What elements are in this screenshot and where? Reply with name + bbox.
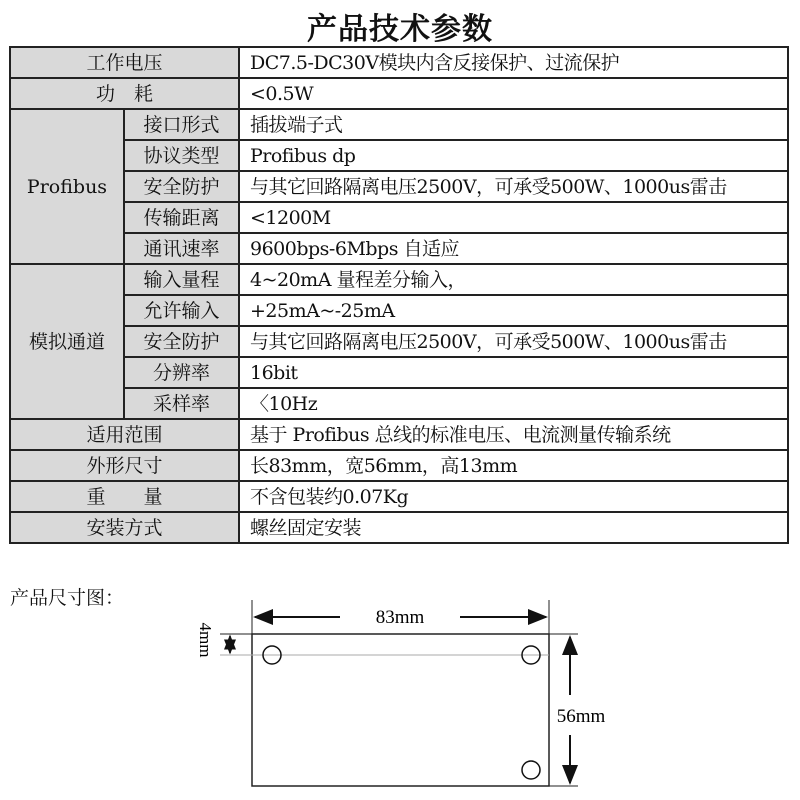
diagram-caption: 产品尺寸图： bbox=[10, 587, 125, 609]
row-label: 功 耗 bbox=[10, 78, 239, 109]
width-label: 83mm bbox=[375, 607, 425, 628]
row-label: 允许输入 bbox=[124, 295, 239, 326]
row-value: 16bit bbox=[239, 357, 788, 388]
row-value: Profibus dp bbox=[239, 140, 788, 171]
row-label: 分辨率 bbox=[124, 357, 239, 388]
group-label: Profibus bbox=[10, 109, 124, 264]
row-label: 适用范围 bbox=[10, 419, 239, 450]
row-label: 安装方式 bbox=[10, 512, 239, 543]
row-value: 不含包装约0.07Kg bbox=[239, 481, 788, 512]
row-value: 基于 Profibus 总线的标准电压、电流测量传输系统 bbox=[239, 419, 788, 450]
row-label: 传输距离 bbox=[124, 202, 239, 233]
hole-offset-label: 4mm bbox=[196, 622, 215, 658]
row-value: 长83mm，宽56mm，高13mm bbox=[239, 450, 788, 481]
row-value: +25mA~-25mA bbox=[239, 295, 788, 326]
row-value: <0.5W bbox=[239, 78, 788, 109]
row-label: 安全防护 bbox=[124, 326, 239, 357]
row-label: 协议类型 bbox=[124, 140, 239, 171]
row-label: 通讯速率 bbox=[124, 233, 239, 264]
row-value: 9600bps-6Mbps 自适应 bbox=[239, 233, 788, 264]
board-outline bbox=[252, 634, 549, 786]
row-value: 螺丝固定安装 bbox=[239, 512, 788, 543]
row-label: 输入量程 bbox=[124, 264, 239, 295]
row-value: 与其它回路隔离电压2500V，可承受500W、1000us雷击 bbox=[239, 326, 788, 357]
row-label: 接口形式 bbox=[124, 109, 239, 140]
row-value: 4~20mA 量程差分输入， bbox=[239, 264, 788, 295]
row-value: 与其它回路隔离电压2500V，可承受500W、1000us雷击 bbox=[239, 171, 788, 202]
page-title: 产品技术参数 bbox=[307, 12, 493, 47]
group-label: 模拟通道 bbox=[10, 264, 124, 419]
row-label: 采样率 bbox=[124, 388, 239, 419]
row-label: 工作电压 bbox=[10, 47, 239, 78]
row-value: <1200M bbox=[239, 202, 788, 233]
row-label: 重 量 bbox=[10, 481, 239, 512]
row-value: 插拔端子式 bbox=[239, 109, 788, 140]
row-label: 安全防护 bbox=[124, 171, 239, 202]
row-value: DC7.5-DC30V模块内含反接保护、过流保护 bbox=[239, 47, 788, 78]
row-label: 外形尺寸 bbox=[10, 450, 239, 481]
height-label: 56mm bbox=[556, 706, 606, 727]
row-value: 〈10Hz bbox=[239, 388, 788, 419]
